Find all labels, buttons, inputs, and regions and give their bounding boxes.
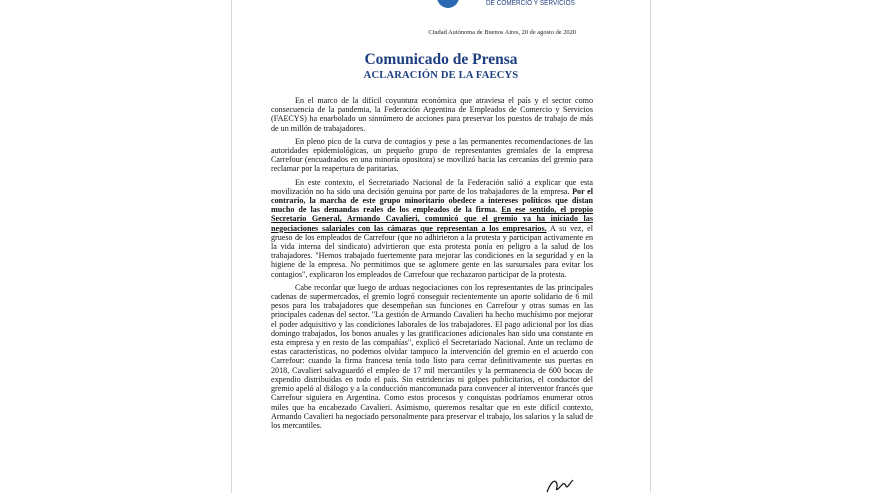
- document-page: [231, 0, 651, 493]
- faecys-logo-mark: [437, 0, 459, 8]
- press-release-body: [271, 96, 593, 434]
- page-subtitle: ACLARACIÓN DE LA FAECYS: [363, 70, 519, 81]
- page-title: Comunicado de Prensa: [364, 51, 518, 68]
- paragraph-3-bold: Por el contrario, la marcha de este grupo minoritario obedece a intereses políticos que distan mucho de las demandas reales de los empleados de la firma.: [271, 186, 593, 215]
- paragraph-2: En pleno pico de la curva de contagios y pese a las permanentes recomendaciones de las autoridades epidemiológicas, un pequeño grupo de representantes gremiales de la empresa Carrefour (encuadrados en una minoría opositora) se movilizó hacia las cercanías del gremio para reclamar por la reapertura de paritarias.: [271, 136, 593, 174]
- paragraph-1: En el marco de la difícil coyuntura económica que atraviesa el país y el sector como consecuencia de la pandemia, la Federación Argentina de Empleados de Comercio y Servicios (FAECYS) ha enarbolado un sinnúmero de acciones para preservar los puestos de trabajo de más de un millón de trabajadores.: [271, 96, 593, 133]
- paragraph-3-underlined: En ese sentido, el propio Secretario General, Armando Cavalieri, comunicó que el gremio ya ha iniciado las negociaciones salariales con las cámaras que representan a los empresarios.: [271, 205, 593, 233]
- org-subtitle: DE COMERCIO Y SERVICIOS: [486, 0, 575, 7]
- paragraph-4: Cabe recordar que luego de arduas negociaciones con los representantes de las principales cadenas de supermercados, el gremio logró conseguir recientemente un aporte solidario de 6 mil pesos para los trabajadores que desempeñan sus funciones en Carrefour y otras sumas en las principales cadenas del sector. "La gestión de Armando Cavalieri ha hecho muchísimo por mejorar el poder adquisitivo y las condiciones laborales de los trabajadores. El pago adicional por los días domingo trabajados, los bonos anuales y las gratificaciones adicionales han sido una constante en esta empresa y en resto de las compañías", explicó el Secretariado Nacional. Ante un reclamo de estas características, no podemos olvidar tampoco la intervención del gremio en el acuerdo con Carrefour: cuando la firma francesa tenía todo listo para cerrar definitivamente sus puertas en 2018, Cavalieri salvaguardó el empleo de 17 mil mercantiles y la permanencia de 600 bocas de expendio distribuidas en todo el país. Sin estridencias ni golpes publicitarios, el conductor del gremio apeló al diálogo y a la conducción mancomunada para convencer al interventor francés que Carrefour siguiera en Argentina. Como estos procesos y conquistas podríamos enumerar otros miles que ha encabezado Cavalieri. Asimismo, queremos resaltar que en este difícil contexto, Armando Cavalieri ha negociado personalmente para preservar el trabajo, los salarios y la salud de los mercantiles.: [271, 282, 593, 430]
- paragraph-3-intro: En este contexto, el Secretariado Nacional de la Federación salió a explicar que esta movilización no ha sido una decisión genuina por parte de los trabajadores de la empresa.: [271, 177, 593, 196]
- paragraph-3: [271, 178, 593, 279]
- place-date: Ciudad Autónoma de Buenos Aires, 20 de agosto de 2020: [428, 29, 576, 36]
- signature-mark: [545, 476, 575, 493]
- paragraph-3-rest: A su vez, el grueso de los empleados de Carrefour (que no adhirieron a la protesta y participan activamente en la vida interna del sindicato) advirtieron que esta protesta ponía en peligro a la salud de los trabajadores. "Hemos trabajado fuertemente para mejorar las condiciones en la seguridad y en la higiene de la empresa. No permitimos que se aglomere gente en las sursursales para evitar los contagios", explicaron los empleados de Carrefour que rechazaron participar de la protesta.: [271, 223, 593, 279]
